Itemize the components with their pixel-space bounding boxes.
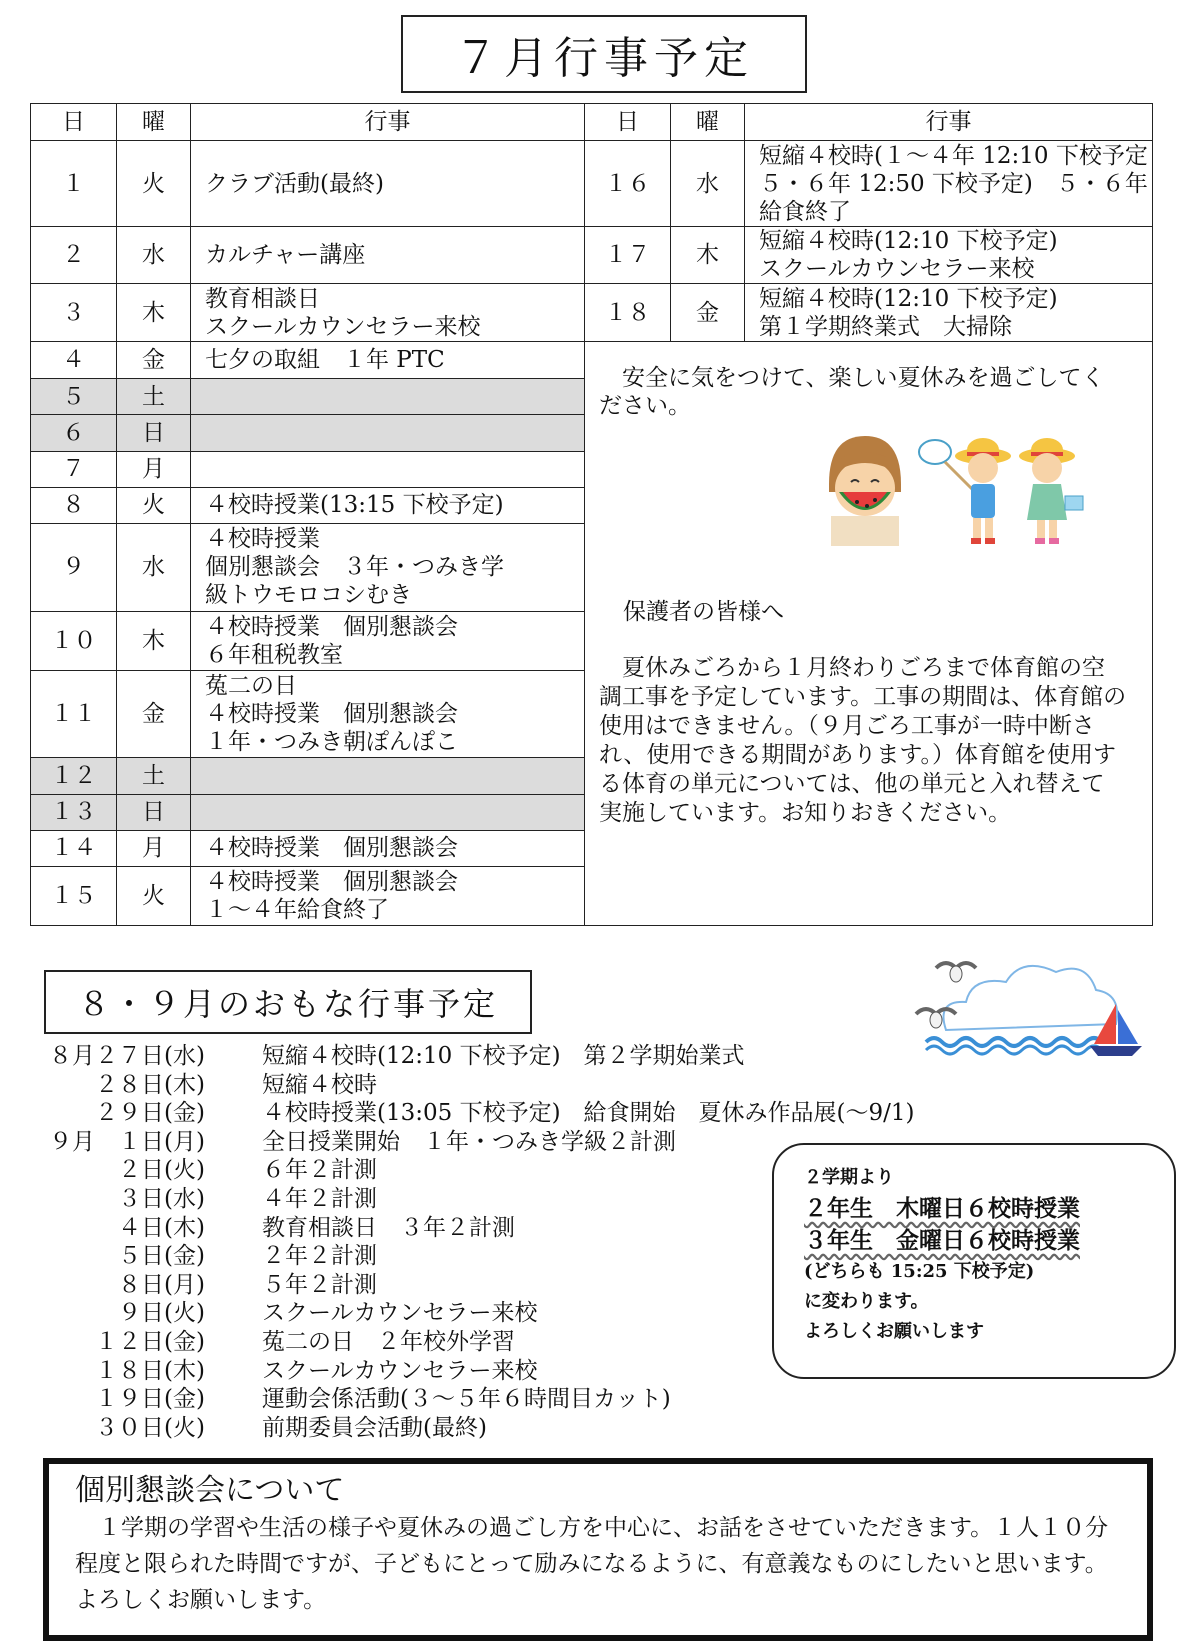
- header-day: 日: [31, 104, 117, 141]
- schedule-date: ２８日(木): [49, 1071, 205, 1098]
- schedule-event: 全日授業開始 １年・つみき学級２計測: [262, 1128, 676, 1155]
- day-cell: １０: [31, 611, 117, 670]
- table-row: [31, 284, 1153, 342]
- notice-line: よろしくお願いします: [804, 1321, 984, 1342]
- day-cell: １: [31, 141, 117, 227]
- event-cell: クラブ活動(最終): [191, 141, 585, 227]
- event-cell: ４校時授業 個別懇談会 ３年・つみき学 級トウモロコシむき: [191, 523, 585, 611]
- event-cell: 教育相談日 スクールカウンセラー来校: [191, 284, 585, 342]
- weekday-cell: 金: [117, 342, 191, 379]
- weekday-cell: 土: [117, 379, 191, 415]
- weekday-cell: 木: [671, 227, 745, 284]
- aug-sep-title: ８・９月のおもな行事予定: [44, 970, 532, 1034]
- day-cell: ６: [31, 415, 117, 451]
- parents-message: 夏休みごろから１月終わりごろまで体育館の空調工事を予定しています。工事の期間は、体育館の使用はできません。（９月ごろ工事が一時中断され、使用できる期間があります。）体育館を使用する体育の単元については、他の単元と入れ替えて実施しています。お知りおきください。: [599, 655, 1127, 826]
- schedule-event: ６年２計測: [262, 1157, 377, 1184]
- weekday-cell: 月: [117, 830, 191, 866]
- weekday-cell: 土: [117, 758, 191, 794]
- event-cell: [191, 794, 585, 830]
- notice-highlight: ２年生 木曜日６校時授業: [804, 1195, 1080, 1222]
- schedule-event: 短縮４校時(12:10 下校予定) 第２学期始業式: [262, 1043, 745, 1069]
- schedule-row: [49, 1099, 915, 1128]
- event-cell: [191, 758, 585, 794]
- weekday-cell: 日: [117, 415, 191, 451]
- page-title: ７月行事予定: [401, 15, 807, 93]
- day-cell: ３: [31, 284, 117, 342]
- day-cell: １１: [31, 670, 117, 758]
- notice-line: ２学期より: [804, 1167, 894, 1188]
- day-cell: ９: [31, 523, 117, 611]
- event-cell: ４校時授業 個別懇談会 １～４年給食終了: [191, 867, 585, 926]
- schedule-row: [49, 1385, 915, 1414]
- schedule-date: １２日(金): [49, 1328, 205, 1355]
- notice-line: に変わります。: [804, 1291, 929, 1312]
- schedule-date: ３日(水): [49, 1185, 205, 1212]
- event-cell: ４校時授業 個別懇談会: [191, 830, 585, 866]
- schedule-date: ５日(金): [49, 1243, 205, 1270]
- weekday-cell: 火: [117, 487, 191, 523]
- schedule-event: 前期委員会活動(最終): [262, 1414, 487, 1441]
- children-with-net-illustration: [915, 434, 1091, 554]
- schedule-event: 教育相談日 ３年２計測: [262, 1214, 515, 1241]
- day-cell: １５: [31, 867, 117, 926]
- seagulls-cloud-boat-illustration: [906, 950, 1146, 1065]
- schedule-event: 運動会係活動(３～５年６時間目カット): [262, 1386, 671, 1413]
- day-cell: ８: [31, 487, 117, 523]
- schedule-date: １８日(木): [49, 1357, 205, 1384]
- event-cell: カルチャー講座: [191, 227, 585, 284]
- watermelon-child-illustration: [815, 432, 915, 550]
- weekday-cell: 水: [117, 227, 191, 284]
- table-header-row: [31, 104, 1153, 141]
- event-cell: ４校時授業 個別懇談会 ６年租税教室: [191, 611, 585, 670]
- second-term-notice: [772, 1143, 1176, 1379]
- day-cell: １６: [585, 141, 671, 227]
- schedule-date: ４日(木): [49, 1214, 205, 1241]
- schedule-event: 菟二の日 ２年校外学習: [262, 1328, 515, 1355]
- schedule-date: ３０日(火): [49, 1414, 205, 1441]
- event-cell: 七夕の取組 １年 PTC: [191, 342, 585, 379]
- schedule-date: ２日(火): [49, 1157, 205, 1184]
- schedule-date: ８日(月): [49, 1271, 205, 1298]
- header-event: 行事: [745, 104, 1153, 141]
- day-cell: ２: [31, 227, 117, 284]
- side-notes-cell: [585, 342, 1153, 926]
- weekday-cell: 金: [117, 670, 191, 758]
- event-cell: 短縮４校時(１～４年 12:10 下校予定 ５・６年 12:50 下校予定) ５・６年給食終了: [745, 141, 1153, 227]
- event-cell: [191, 451, 585, 487]
- weekday-cell: 水: [117, 523, 191, 611]
- july-schedule-table: [30, 103, 1171, 926]
- schedule-event: スクールカウンセラー来校: [262, 1357, 538, 1384]
- weekday-cell: 木: [117, 284, 191, 342]
- schedule-event: ４年２計測: [262, 1185, 377, 1212]
- weekday-cell: 木: [117, 611, 191, 670]
- weekday-cell: 金: [671, 284, 745, 342]
- day-cell: ５: [31, 379, 117, 415]
- schedule-date: １９日(金): [49, 1386, 205, 1413]
- day-cell: １２: [31, 758, 117, 794]
- header-weekday: 曜: [671, 104, 745, 141]
- weekday-cell: 火: [117, 141, 191, 227]
- day-cell: ７: [31, 451, 117, 487]
- header-event: 行事: [191, 104, 585, 141]
- schedule-row: [49, 1042, 915, 1071]
- event-cell: [191, 379, 585, 415]
- day-cell: １４: [31, 830, 117, 866]
- schedule-event: ４校時授業(13:05 下校予定) 給食開始 夏休み作品展(～9/1): [262, 1100, 915, 1127]
- event-cell: 短縮４校時(12:10 下校予定) 第１学期終業式 大掃除: [745, 284, 1153, 342]
- day-cell: １７: [585, 227, 671, 284]
- schedule-event: ５年２計測: [262, 1271, 377, 1298]
- header-day: 日: [585, 104, 671, 141]
- schedule-event: 短縮４校時: [262, 1071, 377, 1098]
- conference-text: １学期の学習や生活の様子や夏休みの過ごし方を中心に、お話をさせていただきます。１人１０分程度と限られた時間ですが、子どもにとって励みになるように、有意義なものにしたいと思います。よろしくお願いします。: [75, 1515, 1109, 1613]
- weekday-cell: 日: [117, 794, 191, 830]
- schedule-event: ２年２計測: [262, 1243, 377, 1270]
- event-cell: 菟二の日 ４校時授業 個別懇談会 １年・つみき朝ぽんぽこ: [191, 670, 585, 758]
- schedule-date: ９日(火): [49, 1300, 205, 1327]
- schedule-date: ９月 １日(月): [49, 1128, 205, 1155]
- schedule-event: スクールカウンセラー来校: [262, 1300, 538, 1327]
- event-cell: 短縮４校時(12:10 下校予定) スクールカウンセラー来校: [745, 227, 1153, 284]
- weekday-cell: 水: [671, 141, 745, 227]
- parents-heading: 保護者の皆様へ: [623, 599, 784, 625]
- event-cell: [191, 415, 585, 451]
- table-row: [31, 342, 1153, 379]
- weekday-cell: 火: [117, 867, 191, 926]
- schedule-row: [49, 1414, 915, 1443]
- conference-box: [43, 1458, 1153, 1641]
- day-cell: １３: [31, 794, 117, 830]
- day-cell: ４: [31, 342, 117, 379]
- table-row: [31, 141, 1153, 227]
- notice-line: (どちらも 15:25 下校予定): [804, 1261, 1035, 1282]
- day-cell: １８: [585, 284, 671, 342]
- weekday-cell: 月: [117, 451, 191, 487]
- schedule-row: [49, 1071, 915, 1100]
- schedule-date: ２９日(金): [49, 1100, 205, 1127]
- table-row: [31, 227, 1153, 284]
- event-cell: ４校時授業(13:15 下校予定): [191, 487, 585, 523]
- conference-title: 個別懇談会について: [75, 1473, 345, 1508]
- safety-message: 安全に気をつけて、楽しい夏休みを過ごしてください。: [599, 365, 1105, 419]
- header-weekday: 曜: [117, 104, 191, 141]
- notice-highlight: ３年生 金曜日６校時授業: [804, 1227, 1080, 1254]
- schedule-date: ８月２７日(水): [49, 1043, 205, 1069]
